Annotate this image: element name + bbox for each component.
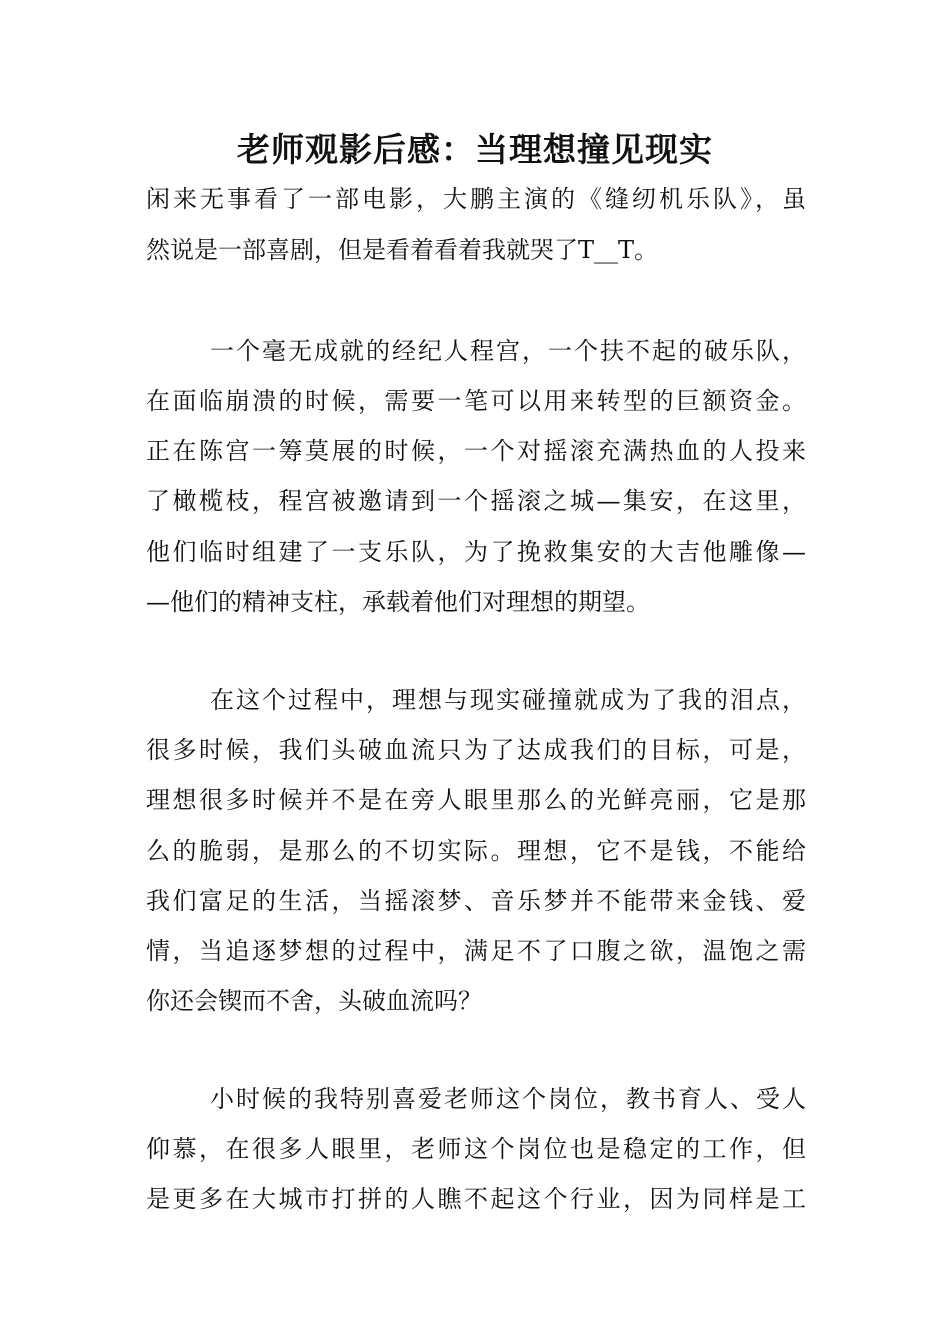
paragraph-2-line-6: —他们的精神支柱，承载着他们对理想的期望。 <box>146 588 650 616</box>
paragraph-3-line-4: 么的脆弱，是那么的不切实际。理想，它不是钱，不能给 <box>146 837 806 865</box>
paragraph-3-line-5: 我们富足的生活，当摇滚梦、音乐梦并不能带来金钱、爱 <box>146 887 806 915</box>
paragraph-3-line-3: 理想很多时候并不是在旁人眼里那么的光鲜亮丽，它是那 <box>146 786 806 814</box>
paragraph-3-line-6: 情，当追逐梦想的过程中，满足不了口腹之欲，温饱之需 <box>146 937 806 965</box>
document-title: 老师观影后感：当理想撞见现实 <box>237 130 713 169</box>
paragraph-1-line-1: 闲来无事看了一部电影，大鹏主演的《缝纫机乐队》，虽 <box>146 185 806 213</box>
paragraph-3-line-2: 很多时候，我们头破血流只为了达成我们的目标，可是， <box>146 736 806 764</box>
paragraph-3-line-7: 你还会锲而不舍，头破血流吗？ <box>146 987 482 1015</box>
paragraph-4-line-3: 是更多在大城市打拼的人瞧不起这个行业，因为同样是工 <box>146 1185 806 1213</box>
paragraph-2-line-3: 正在陈宫一筹莫展的时候，一个对摇滚充满热血的人投来 <box>146 437 806 465</box>
paragraph-4-line-1: 小时候的我特别喜爱老师这个岗位，教书育人、受人 <box>210 1085 806 1113</box>
paragraph-3-line-1: 在这个过程中，理想与现实碰撞就成为了我的泪点， <box>210 686 806 714</box>
paragraph-4-line-2: 仰慕，在很多人眼里，老师这个岗位也是稳定的工作，但 <box>146 1135 806 1163</box>
paragraph-2-line-5: 他们临时组建了一支乐队，为了挽救集安的大吉他雕像— <box>146 538 806 566</box>
paragraph-2-line-1: 一个毫无成就的经纪人程宫，一个扶不起的破乐队， <box>210 337 806 365</box>
paragraph-2-line-2: 在面临崩溃的时候，需要一笔可以用来转型的巨额资金。 <box>146 387 806 415</box>
paragraph-2-line-4: 了橄榄枝，程宫被邀请到一个摇滚之城—集安，在这里， <box>146 487 806 515</box>
paragraph-1-line-2: 然说是一部喜剧，但是看着看着我就哭了T__T。 <box>146 236 659 264</box>
